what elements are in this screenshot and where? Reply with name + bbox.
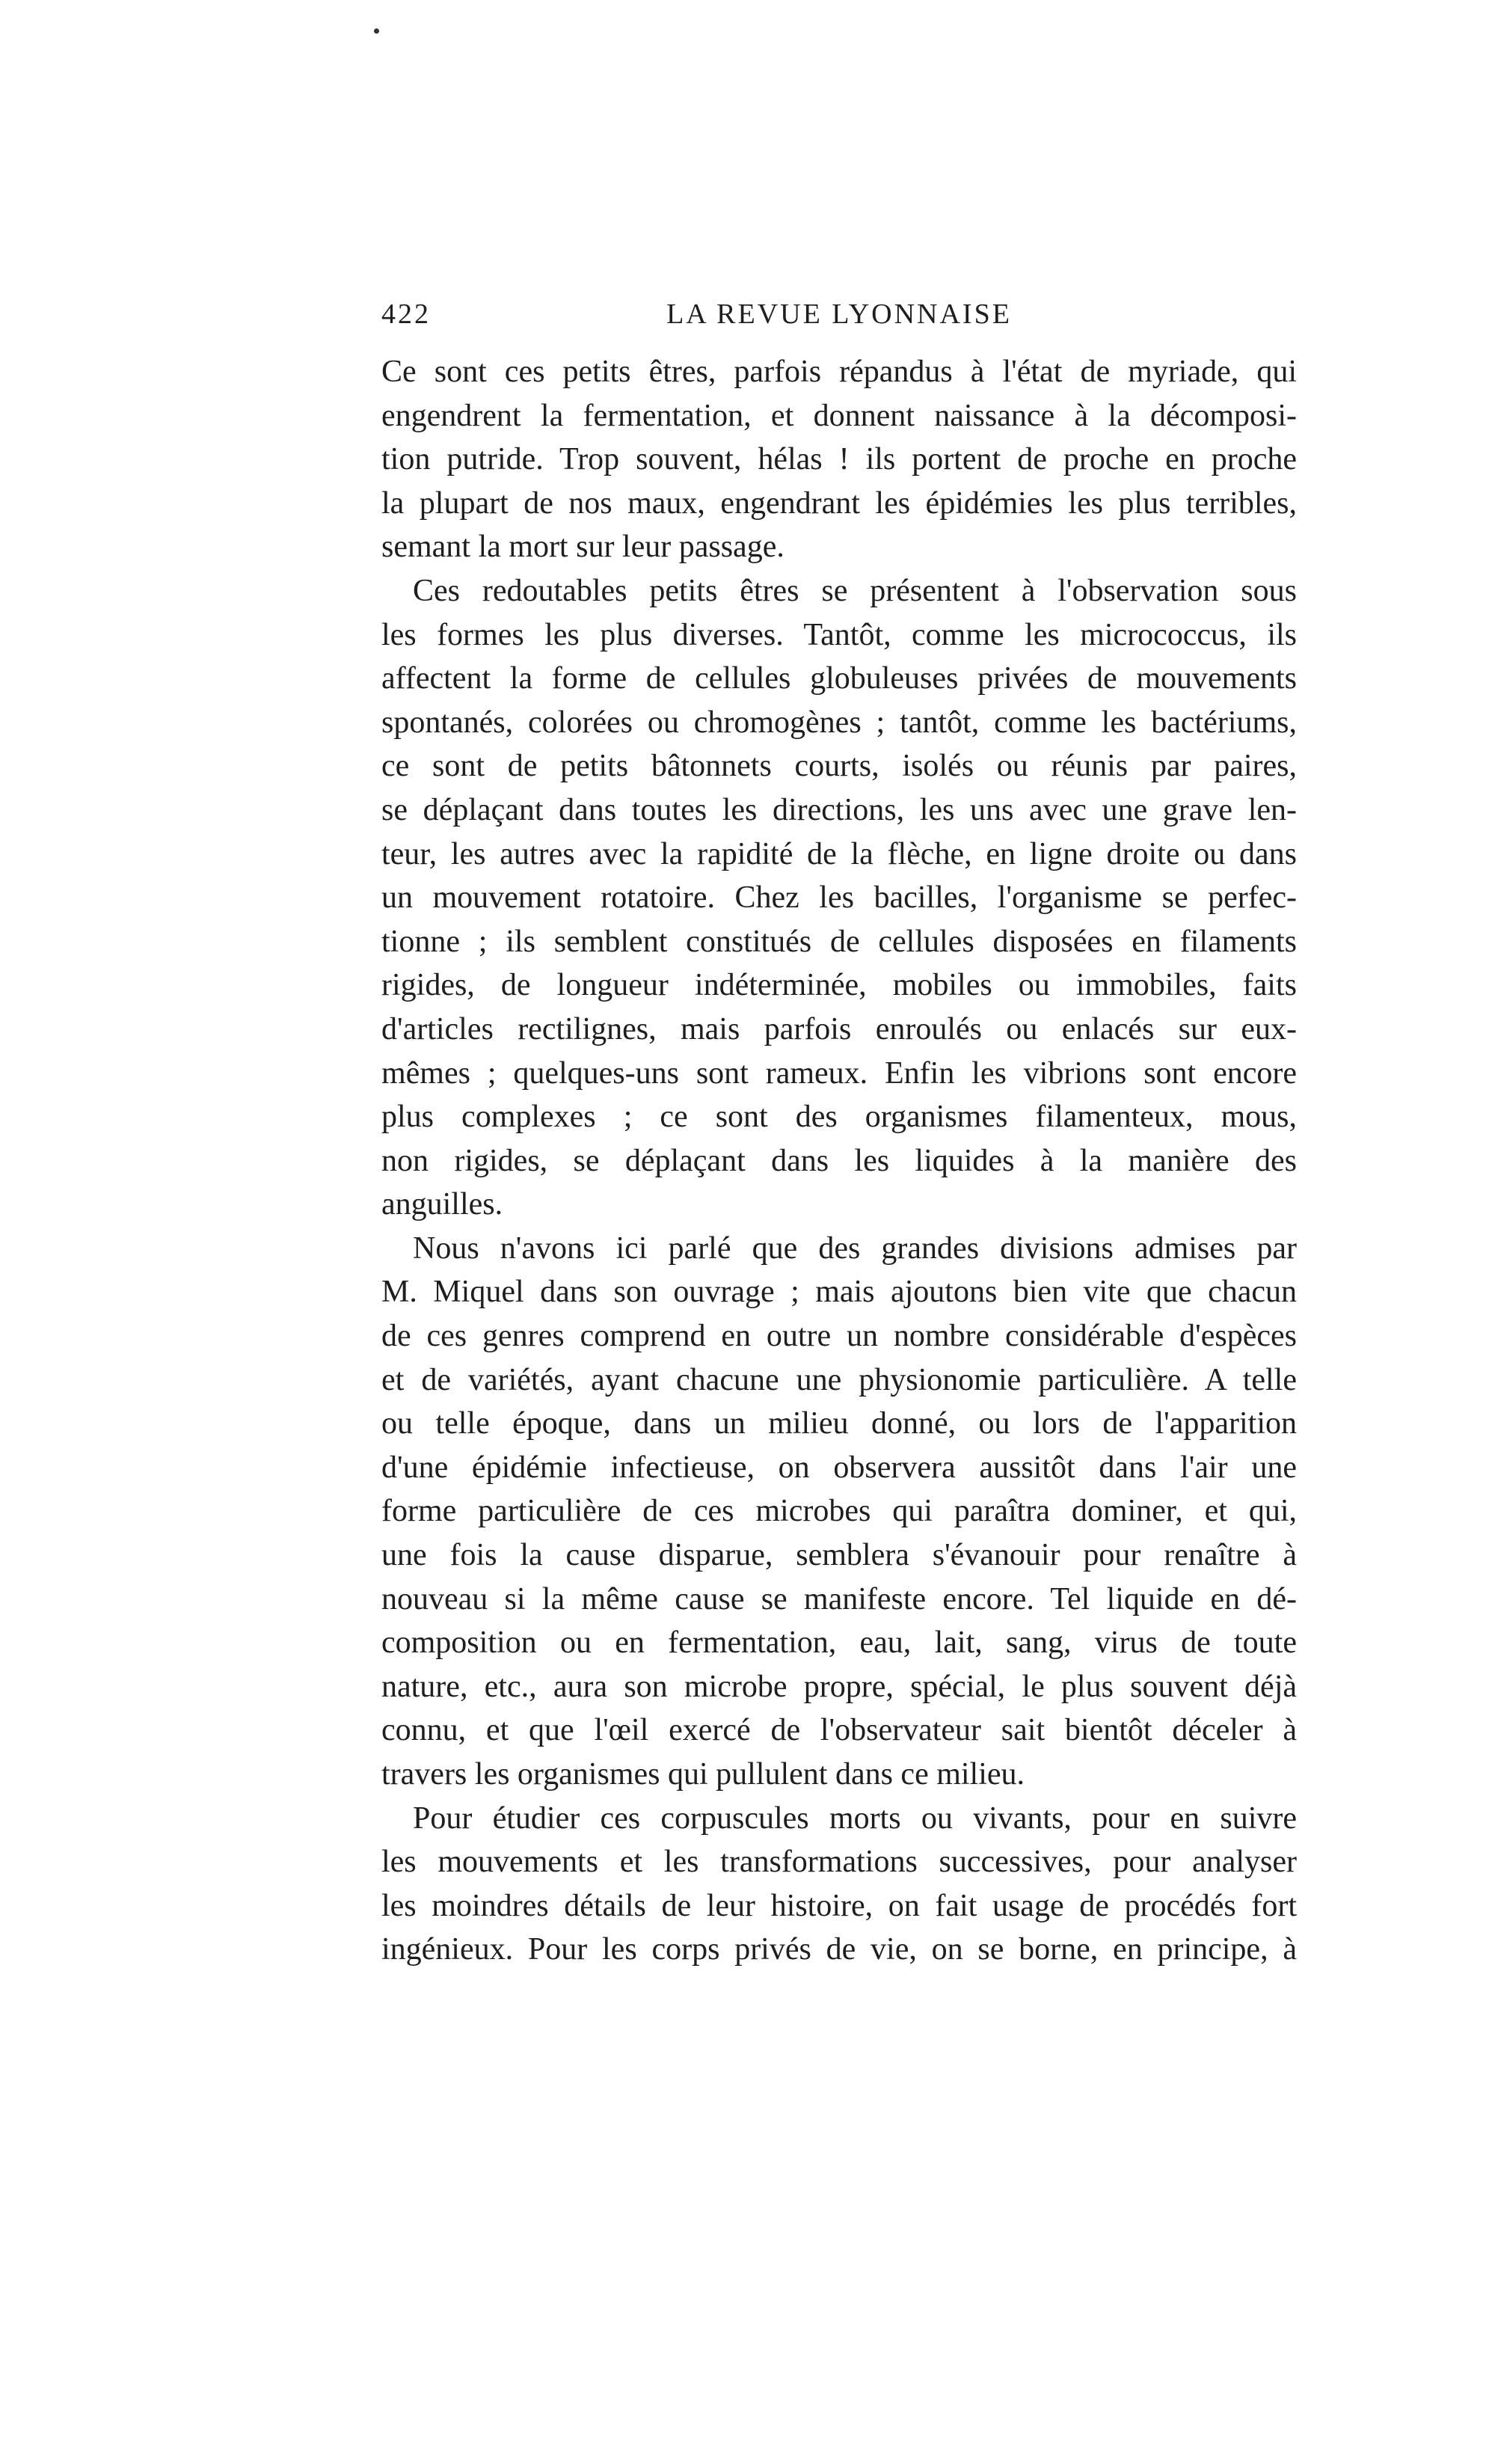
text-line: ce sont de petits bâtonnets courts, isolés ou réunis par paires, bbox=[381, 749, 1297, 784]
text-line: travers les organismes qui pullulent dans ce milieu. bbox=[381, 1757, 1025, 1792]
paragraph bbox=[381, 1227, 1297, 1797]
text-line: les formes les plus diverses. Tantôt, comme les micrococcus, ils bbox=[381, 617, 1297, 652]
text-line: engendrent la fermentation, et donnent naissance à la décomposi- bbox=[381, 398, 1297, 433]
text-line: la plupart de nos maux, engendrant les épidémies les plus terribles, bbox=[381, 485, 1297, 521]
body-text bbox=[381, 350, 1297, 1972]
text-line: rigides, de longueur indéterminée, mobiles ou immobiles, faits bbox=[381, 968, 1297, 1003]
text-line: et de variétés, ayant chacune une physionomie particulière. A telle bbox=[381, 1362, 1297, 1397]
text-line: Ces redoutables petits êtres se présentent à l'observation sous bbox=[413, 573, 1297, 608]
text-line: forme particulière de ces microbes qui paraîtra dominer, et qui, bbox=[381, 1494, 1297, 1529]
text-line: non rigides, se déplaçant dans les liquides à la manière des bbox=[381, 1143, 1297, 1178]
text-line: les mouvements et les transformations successives, pour analyser bbox=[381, 1845, 1297, 1880]
text-line: nouveau si la même cause se manifeste encore. Tel liquide en dé- bbox=[381, 1581, 1297, 1616]
text-line: teur, les autres avec la rapidité de la flèche, en ligne droite ou dans bbox=[381, 836, 1297, 871]
text-line: les moindres détails de leur histoire, on fait usage de procédés fort bbox=[381, 1888, 1297, 1923]
text-line: tion putride. Trop souvent, hélas ! ils portent de proche en proche bbox=[381, 442, 1297, 477]
text-line: composition ou en fermentation, eau, lait, sang, virus de toute bbox=[381, 1625, 1297, 1661]
page-number: 422 bbox=[381, 298, 431, 330]
text-line: tionne ; ils semblent constitués de cellules disposées en filaments bbox=[381, 924, 1297, 959]
text-line: ingénieux. Pour les corps privés de vie, on se borne, en principe, à bbox=[381, 1932, 1297, 1967]
paragraph bbox=[381, 1797, 1297, 1972]
paragraph bbox=[381, 350, 1297, 569]
text-line: plus complexes ; ce sont des organismes filamenteux, mous, bbox=[381, 1100, 1297, 1135]
text-line: d'une épidémie infectieuse, on observera aussitôt dans l'air une bbox=[381, 1450, 1297, 1485]
text-line: de ces genres comprend en outre un nombre considérable d'espèces bbox=[381, 1319, 1297, 1354]
text-line: se déplaçant dans toutes les directions, les uns avec une grave len- bbox=[381, 792, 1297, 827]
text-line: spontanés, colorées ou chromogènes ; tantôt, comme les bactériums, bbox=[381, 705, 1297, 740]
text-line: une fois la cause disparue, semblera s'évanouir pour renaître à bbox=[381, 1538, 1297, 1573]
text-line: anguilles. bbox=[381, 1187, 503, 1222]
text-line: Nous n'avons ici parlé que des grandes divisions admises par bbox=[413, 1231, 1297, 1266]
text-line: mêmes ; quelques-uns sont rameux. Enfin les vibrions sont encore bbox=[381, 1055, 1297, 1091]
running-title: LA REVUE LYONNAISE bbox=[666, 298, 1012, 330]
text-line: M. Miquel dans son ouvrage ; mais ajoutons bien vite que chacun bbox=[381, 1275, 1297, 1310]
paragraph bbox=[381, 569, 1297, 1227]
text-line: connu, et que l'œil exercé de l'observateur sait bientôt déceler à bbox=[381, 1713, 1297, 1748]
text-line: Pour étudier ces corpuscules morts ou vivants, pour en suivre bbox=[413, 1801, 1297, 1836]
text-line: Ce sont ces petits êtres, parfois répandus à l'état de myriade, qui bbox=[381, 355, 1297, 389]
text-line: ou telle époque, dans un milieu donné, ou lors de l'apparition bbox=[381, 1406, 1297, 1441]
text-line: d'articles rectilignes, mais parfois enroulés ou enlacés sur eux- bbox=[381, 1011, 1297, 1046]
text-line: un mouvement rotatoire. Chez les bacilles, l'organisme se perfec- bbox=[381, 880, 1297, 916]
page-header bbox=[381, 298, 1297, 340]
ink-speck bbox=[374, 28, 379, 34]
text-line: affectent la forme de cellules globuleuses privées de mouvements bbox=[381, 661, 1297, 696]
text-line: semant la mort sur leur passage. bbox=[381, 530, 785, 565]
text-line: nature, etc., aura son microbe propre, spécial, le plus souvent déjà bbox=[381, 1669, 1297, 1704]
